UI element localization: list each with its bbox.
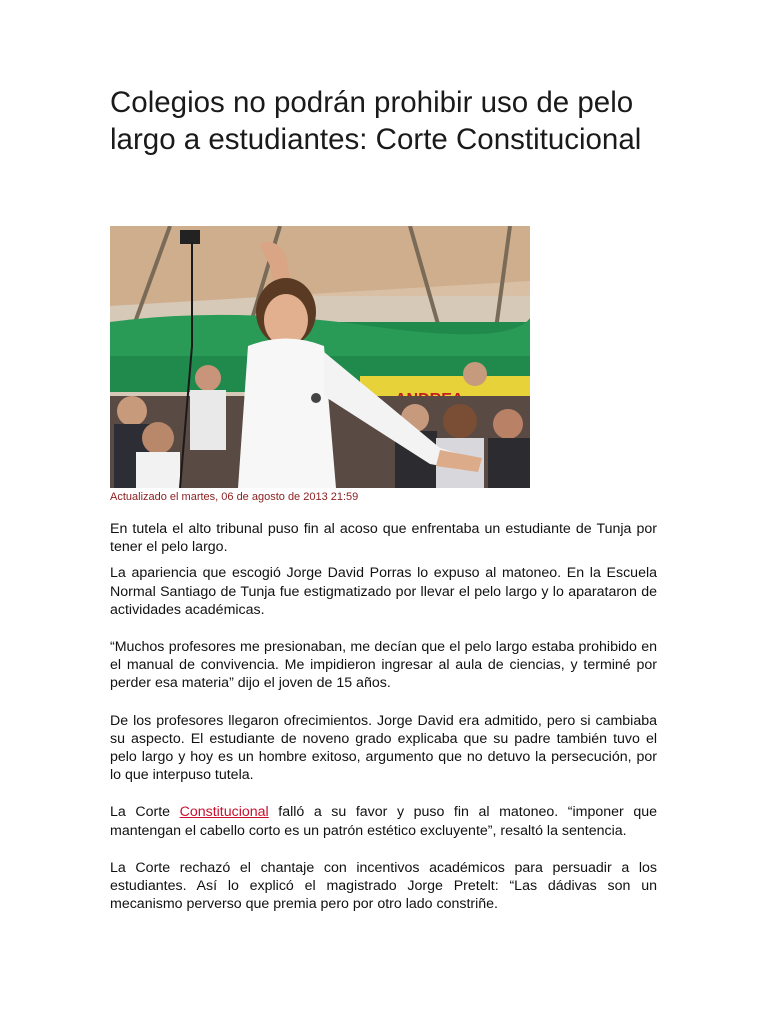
article xyxy=(110,84,657,913)
article-body xyxy=(110,520,657,913)
paragraph-text: La Corte xyxy=(110,804,180,821)
updated-timestamp: Actualizado el martes, 06 de agosto de 2013 21:59 xyxy=(110,491,359,503)
paragraph: “Muchos profesores me presionaban, me decían que el pelo largo estaba prohibido en el manual de convivencia. Me impidieron ingresar al aula de ciencias, y terminé por perder esa materia” dijo el joven de 15 años. xyxy=(110,639,657,692)
article-title: Colegios no podrán prohibir uso de pelo largo a estudiantes: Corte Constitucional xyxy=(110,86,642,156)
paragraph: La Corte rechazó el chantaje con incentivos académicos para persuadir a los estudiantes. Así lo explicó el magistrado Jorge Pretelt: “Las dádivas son un mecanismo perverso que premia pero por otro lado constriñe. xyxy=(110,859,657,913)
article-photo xyxy=(110,226,530,488)
paragraph-text: falló a su favor y puso fin al matoneo. “imponer que mantengan el cabello corto es un patrón estético excluyente”, resaltó la sentencia. xyxy=(110,804,657,839)
paragraph: En tutela el alto tribunal puso fin al acoso que enfrentaba un estudiante de Tunja por tener el pelo largo. xyxy=(110,521,657,556)
paragraph xyxy=(110,803,657,839)
paragraph: De los profesores llegaron ofrecimientos. Jorge David era admitido, pero si cambiaba su aspecto. El estudiante de noveno grado explicaba que su padre también tuvo el pelo largo y hoy es un hombre exitoso, argumento que no detuvo la persecución, por lo que interpuso tutela. xyxy=(110,712,657,784)
paragraph: La apariencia que escogió Jorge David Porras lo expuso al matoneo. En la Escuela Normal Santiago de Tunja fue estigmatizado por llevar el pelo largo y lo aparataron de actividades académicas. xyxy=(110,565,657,618)
constitucional-link[interactable]: Constitucional xyxy=(179,804,269,821)
